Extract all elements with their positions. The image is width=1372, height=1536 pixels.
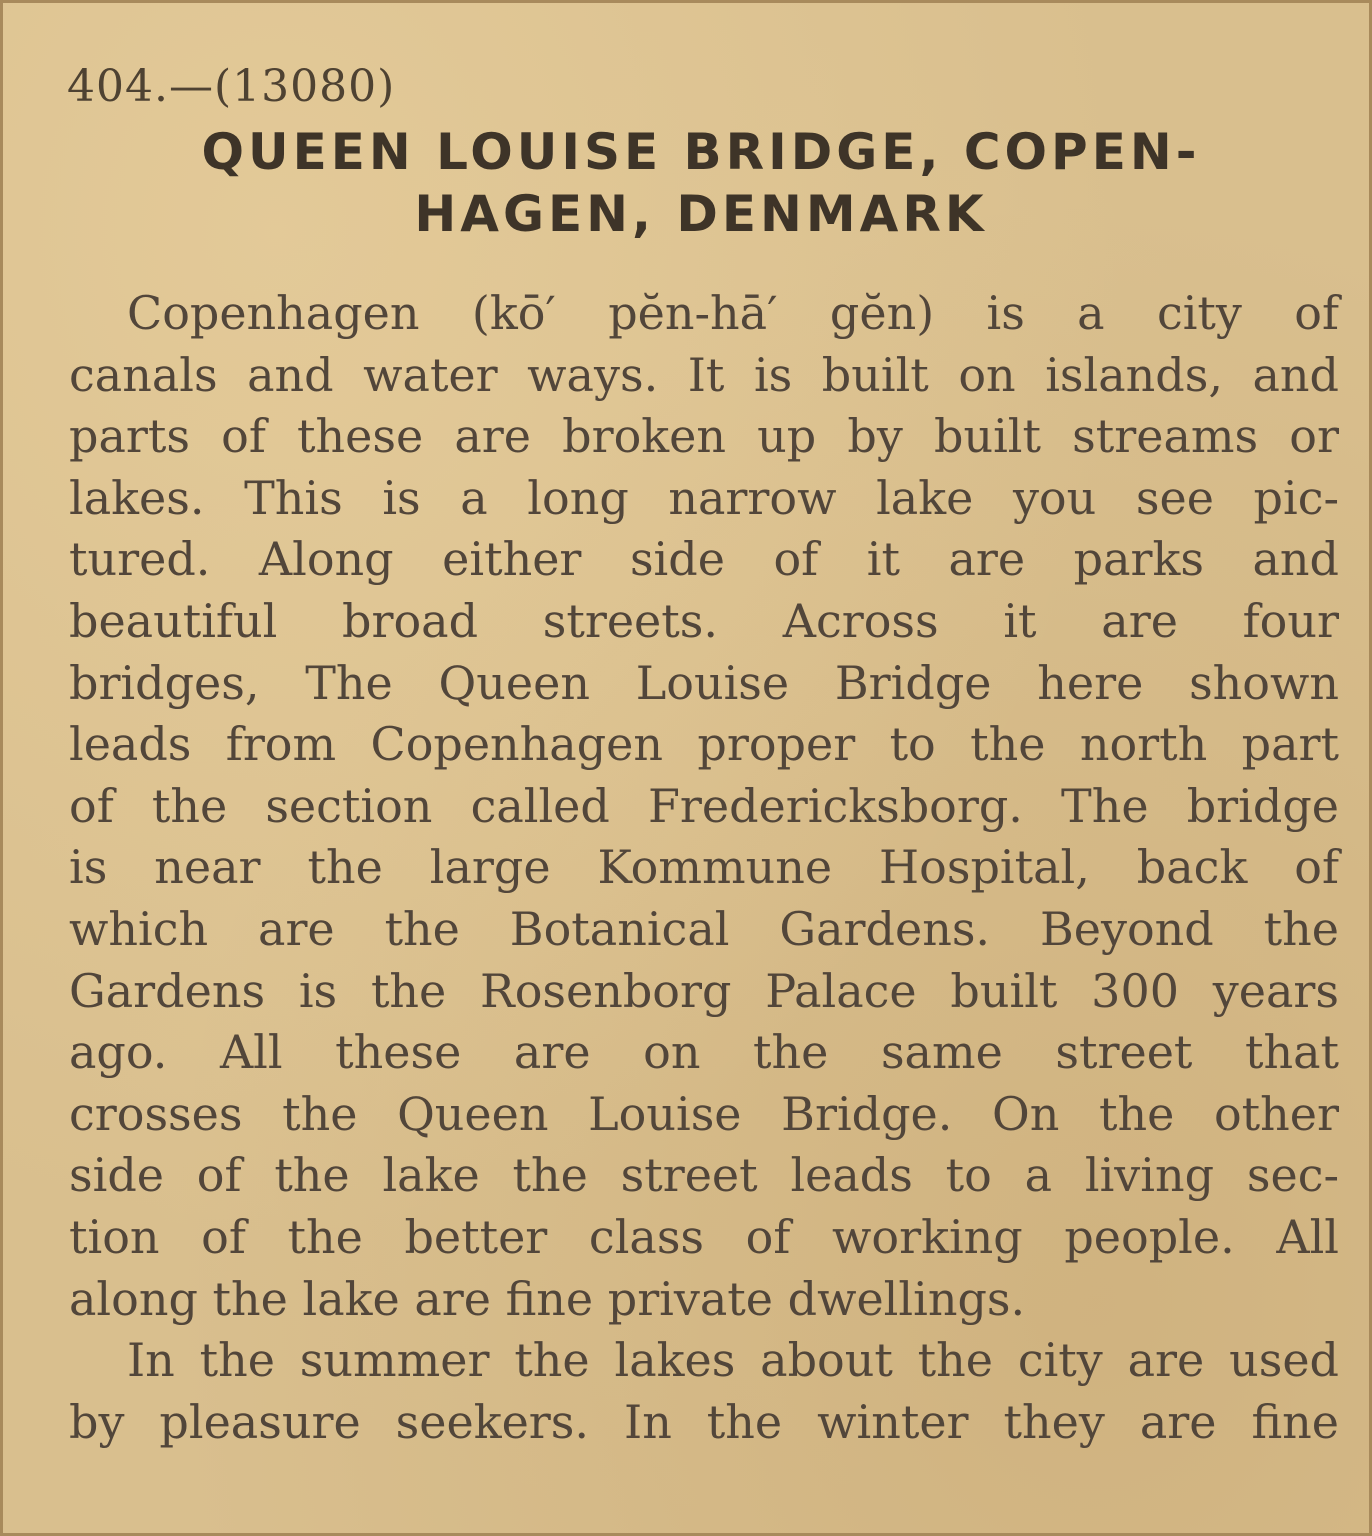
paragraph (69, 283, 1339, 1330)
catalog-number: 404.—(13080) (67, 61, 396, 112)
text-line: Gardens is the Rosenborg Palace built 300 years (69, 963, 1339, 1018)
text-line: along the lake are fine private dwellings. (69, 1271, 1026, 1326)
text-line: bridges, The Queen Louise Bridge here shown (69, 655, 1339, 710)
text-line: parts of these are broken up by built streams or (69, 409, 1339, 464)
text-line: of the section called Fredericksborg. The bridge (69, 778, 1339, 833)
text-line: beautiful broad streets. Across it are four (69, 593, 1339, 648)
text-line: side of the lake the street leads to a living sec- (69, 1148, 1339, 1203)
text-line: crosses the Queen Louise Bridge. On the other (69, 1086, 1339, 1141)
text-line: ago. All these are on the same street that (69, 1025, 1339, 1080)
text-line: canals and water ways. It is built on islands, and (69, 347, 1339, 402)
title-line: HAGEN, DENMARK (414, 185, 988, 243)
text-line: tured. Along either side of it are parks and (69, 532, 1339, 587)
text-line: is near the large Kommune Hospital, back of (69, 840, 1339, 895)
text-line: by pleasure seekers. In the winter they are fine (69, 1394, 1339, 1449)
body-text (69, 283, 1339, 1453)
title-line: QUEEN LOUISE BRIDGE, COPEN- (201, 123, 1201, 181)
text-line: which are the Botanical Gardens. Beyond the (69, 901, 1339, 956)
text-line: In the summer the lakes about the city are used (127, 1333, 1339, 1388)
text-line: Copenhagen (kō′ pĕn-hā′ gĕn) is a city of (127, 286, 1339, 340)
paragraph (69, 1330, 1339, 1453)
text-line: leads from Copenhagen proper to the north part (69, 717, 1339, 772)
page-title (63, 121, 1339, 245)
text-line: tion of the better class of working people. All (69, 1209, 1339, 1264)
text-line: lakes. This is a long narrow lake you see pic- (69, 470, 1339, 525)
